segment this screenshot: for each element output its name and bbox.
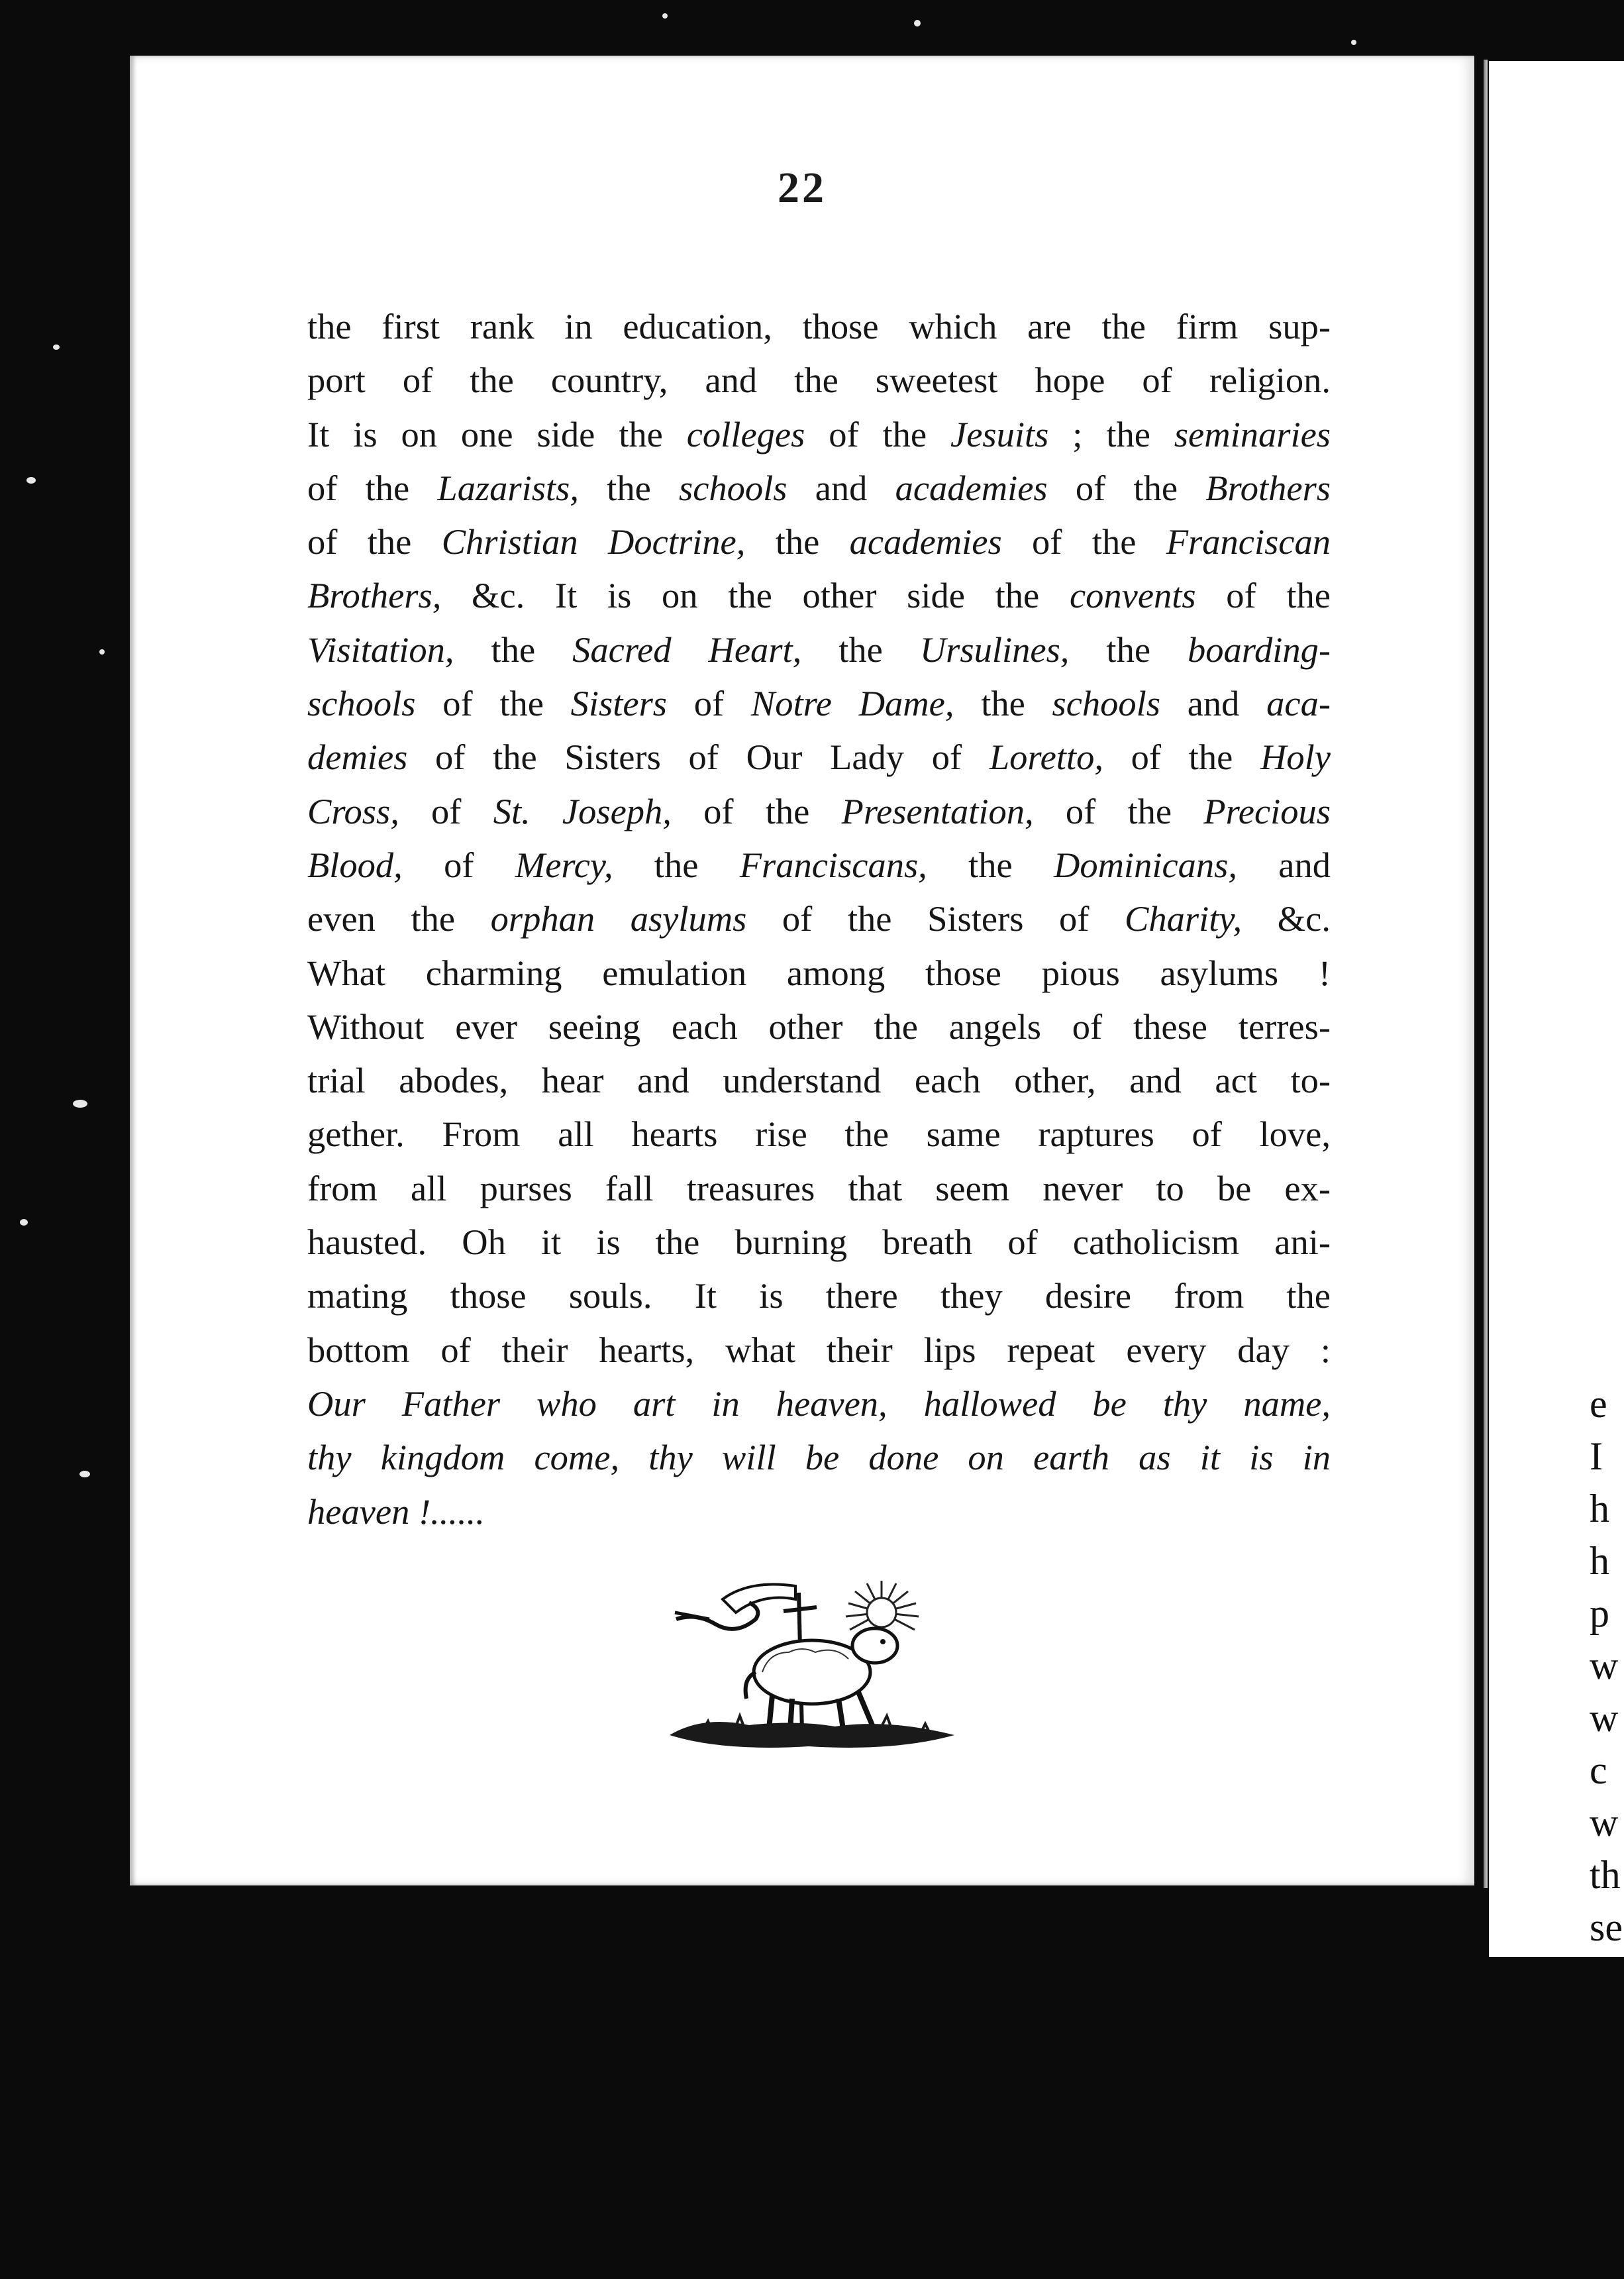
italic-run: colleges bbox=[686, 413, 805, 454]
text-run: of the bbox=[307, 521, 442, 562]
italic-run: Franciscan bbox=[1166, 521, 1331, 562]
italic-run: Our Father who art in heaven, hallowed be thy name, bbox=[307, 1383, 1331, 1424]
italic-run: Lazarists, bbox=[437, 467, 579, 508]
fragment-letter: h bbox=[1590, 1539, 1609, 1583]
text-run: of the bbox=[415, 683, 571, 724]
text-run: ; the bbox=[1048, 413, 1174, 454]
text-run: trial abodes, hear and understand each other, and act to- bbox=[307, 1060, 1331, 1101]
italic-run: boarding- bbox=[1188, 629, 1331, 670]
text-run: Without ever seeing each other the angels of these terres- bbox=[307, 1006, 1331, 1047]
italic-run: Visitation, bbox=[307, 629, 454, 670]
text-line bbox=[307, 1107, 1331, 1161]
italic-run: Christian Doctrine, bbox=[441, 521, 746, 562]
text-run: of the bbox=[1103, 737, 1261, 778]
italic-run: Loretto, bbox=[989, 737, 1103, 778]
text-line bbox=[307, 1377, 1331, 1430]
italic-run: schools bbox=[307, 683, 416, 724]
text-run: of the Sisters of Our Lady of bbox=[407, 737, 990, 778]
book-page bbox=[130, 56, 1474, 1885]
fragment-letter: c bbox=[1590, 1748, 1607, 1792]
italic-run: heaven !...... bbox=[307, 1491, 485, 1532]
scan-speck bbox=[99, 649, 105, 655]
text-line bbox=[307, 568, 1331, 622]
italic-run: thy kingdom come, thy will be done on earth as it is in bbox=[307, 1437, 1331, 1478]
text-run: of the bbox=[1033, 790, 1204, 831]
adjacent-page-fragments bbox=[1590, 1378, 1624, 1954]
text-run: mating those souls. It is there they desire from the bbox=[307, 1275, 1331, 1316]
italic-run: Presentation, bbox=[841, 790, 1034, 831]
italic-run: schools bbox=[1052, 683, 1161, 724]
text-line bbox=[307, 676, 1331, 730]
fragment-letter: p bbox=[1590, 1591, 1609, 1635]
text-run: &c. It is on the other side the bbox=[441, 575, 1070, 616]
body-text bbox=[307, 299, 1331, 1538]
text-run: of the bbox=[307, 467, 438, 508]
text-run: of the Sisters of bbox=[746, 898, 1125, 939]
text-line bbox=[307, 299, 1331, 353]
scan-speck bbox=[914, 20, 921, 26]
fragment-letter: se bbox=[1590, 1905, 1623, 1949]
text-run: It is on one side the bbox=[307, 413, 687, 454]
italic-run: Cross, bbox=[307, 790, 399, 831]
text-run: the bbox=[801, 629, 920, 670]
italic-run: Blood, bbox=[307, 844, 403, 885]
italic-run: Franciscans, bbox=[739, 844, 927, 885]
text-line bbox=[307, 1485, 1331, 1538]
italic-run: aca- bbox=[1266, 683, 1331, 724]
text-run: of the bbox=[1195, 575, 1331, 616]
scan-speck bbox=[1351, 40, 1356, 45]
text-run: of bbox=[667, 683, 751, 724]
italic-run: Holy bbox=[1260, 737, 1331, 778]
italic-run: Brothers bbox=[1205, 467, 1331, 508]
text-run: port of the country, and the sweetest hope of religion. bbox=[307, 360, 1331, 401]
text-line bbox=[307, 784, 1331, 838]
italic-run: Precious bbox=[1203, 790, 1331, 831]
text-line bbox=[307, 730, 1331, 784]
fragment-letter: h bbox=[1590, 1487, 1609, 1530]
italic-run: academies bbox=[895, 467, 1048, 508]
italic-run: Sacred Heart, bbox=[572, 629, 802, 670]
scan-speck bbox=[79, 1471, 90, 1477]
text-run: even the bbox=[307, 898, 491, 939]
text-run: gether. From all hearts rise the same raptures of love, bbox=[307, 1114, 1331, 1155]
italic-run: Mercy, bbox=[515, 844, 613, 885]
scan-speck bbox=[662, 13, 668, 19]
fragment-letter: e bbox=[1590, 1382, 1607, 1426]
text-line bbox=[307, 515, 1331, 568]
italic-run: Jesuits bbox=[950, 413, 1049, 454]
text-run: of bbox=[399, 790, 493, 831]
page-gutter bbox=[1484, 60, 1488, 1888]
scan-speck bbox=[26, 477, 36, 484]
text-run: the bbox=[613, 844, 740, 885]
text-line bbox=[307, 407, 1331, 461]
text-run: from all purses fall treasures that seem never to be ex- bbox=[307, 1167, 1331, 1208]
text-line bbox=[307, 353, 1331, 407]
text-run: the bbox=[954, 683, 1052, 724]
italic-run: academies bbox=[849, 521, 1002, 562]
text-run: of bbox=[402, 844, 515, 885]
text-run: and bbox=[787, 467, 895, 508]
agnus-dei-vignette bbox=[663, 1573, 961, 1752]
text-run: of the bbox=[1001, 521, 1166, 562]
italic-run: Sisters bbox=[570, 683, 668, 724]
text-run: hausted. Oh it is the burning breath of catholicism ani- bbox=[307, 1222, 1331, 1263]
text-line bbox=[307, 623, 1331, 676]
text-run: of the bbox=[671, 790, 842, 831]
text-line bbox=[307, 838, 1331, 892]
scan-speck bbox=[20, 1219, 28, 1226]
text-line bbox=[307, 1215, 1331, 1269]
italic-run: schools bbox=[678, 467, 787, 508]
text-run: the bbox=[578, 467, 679, 508]
text-line bbox=[307, 461, 1331, 515]
page-number: 22 bbox=[778, 164, 827, 212]
italic-run: Ursulines, bbox=[919, 629, 1070, 670]
fragment-letter: w bbox=[1590, 1801, 1619, 1844]
text-run: the bbox=[454, 629, 573, 670]
text-line bbox=[307, 1000, 1331, 1053]
fragment-letter: th bbox=[1590, 1853, 1621, 1897]
italic-run: Charity, bbox=[1125, 898, 1243, 939]
scan-speck bbox=[73, 1100, 87, 1108]
fragment-letter: w bbox=[1590, 1696, 1619, 1740]
scan-speck bbox=[53, 344, 60, 350]
italic-run: convents bbox=[1069, 575, 1196, 616]
italic-run: Dominicans, bbox=[1053, 844, 1237, 885]
italic-run: St. Joseph, bbox=[493, 790, 672, 831]
text-line bbox=[307, 1161, 1331, 1215]
text-run: and bbox=[1237, 844, 1331, 885]
text-run: the bbox=[927, 844, 1054, 885]
text-run: the first rank in education, those which are the firm sup- bbox=[307, 306, 1331, 346]
text-line bbox=[307, 1269, 1331, 1322]
text-run: of the bbox=[1047, 467, 1206, 508]
text-run: the bbox=[745, 521, 850, 562]
text-line bbox=[307, 1053, 1331, 1107]
text-line bbox=[307, 1323, 1331, 1377]
text-run: of the bbox=[805, 413, 951, 454]
text-line bbox=[307, 946, 1331, 1000]
italic-run: Notre Dame, bbox=[750, 683, 954, 724]
text-line bbox=[307, 1430, 1331, 1484]
fragment-letter: w bbox=[1590, 1644, 1619, 1687]
italic-run: seminaries bbox=[1174, 413, 1331, 454]
italic-run: demies bbox=[307, 737, 408, 778]
text-run: bottom of their hearts, what their lips repeat every day : bbox=[307, 1329, 1331, 1370]
italic-run: Brothers, bbox=[307, 575, 442, 616]
text-line bbox=[307, 892, 1331, 945]
text-run: What charming emulation among those pious asylums ! bbox=[307, 952, 1331, 993]
text-run: and bbox=[1160, 683, 1267, 724]
text-run: the bbox=[1069, 629, 1188, 670]
text-run: &c. bbox=[1242, 898, 1331, 939]
fragment-letter: I bbox=[1590, 1434, 1603, 1478]
italic-run: orphan asylums bbox=[490, 898, 747, 939]
